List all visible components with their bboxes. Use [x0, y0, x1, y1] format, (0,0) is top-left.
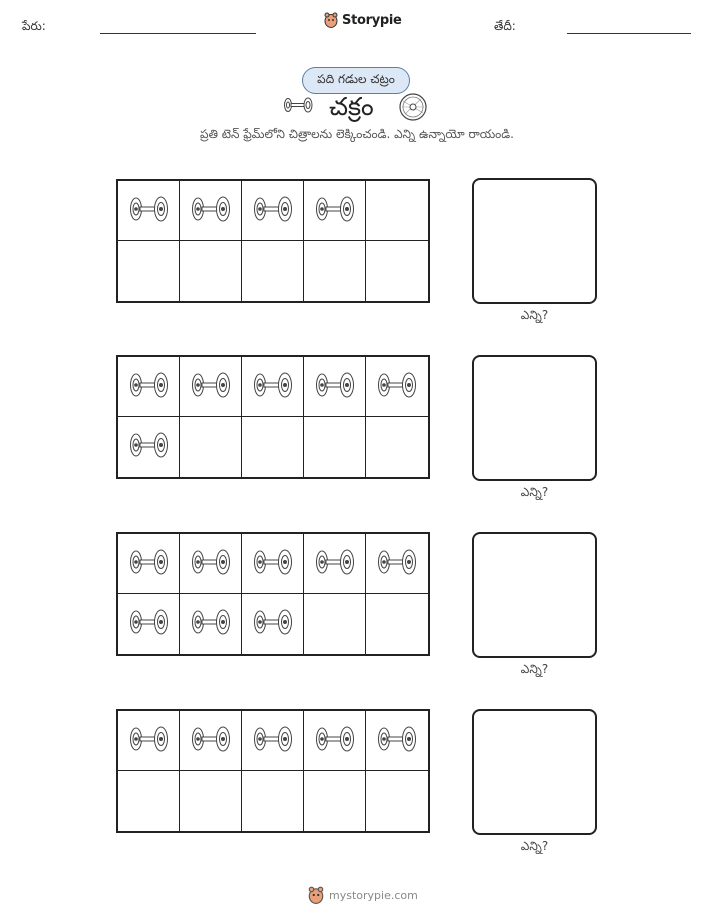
frame-cell: [242, 181, 304, 241]
wheel-axle-icon: [191, 726, 231, 756]
wheel-axle-icon: [253, 196, 293, 226]
wheel-axle-icon: [129, 372, 169, 402]
frame-cell: [366, 711, 428, 771]
frame-cell: [180, 771, 242, 831]
frame-cell: [304, 241, 366, 301]
frame-cell: [304, 417, 366, 477]
answer-box-1[interactable]: [472, 178, 597, 304]
frame-cell: [118, 594, 180, 654]
wheel-axle-icon: [129, 726, 169, 756]
pie-mascot-icon: [308, 886, 324, 904]
frame-cell: [180, 711, 242, 771]
wheel-axle-icon: [377, 372, 417, 402]
ten-frame-2: [116, 355, 430, 479]
frame-cell: [180, 594, 242, 654]
wheel-axle-icon: [284, 97, 314, 113]
wheel-axle-icon: [129, 609, 169, 639]
frame-cell: [366, 771, 428, 831]
frame-cell: [366, 534, 428, 594]
frame-cell: [242, 241, 304, 301]
ten-frame-3: [116, 532, 430, 656]
answer-box-2[interactable]: [472, 355, 597, 481]
name-line[interactable]: [100, 33, 256, 34]
frame-cell: [366, 357, 428, 417]
ten-frame-4: [116, 709, 430, 833]
frame-cell: [242, 534, 304, 594]
footer: [308, 886, 418, 904]
date-label: తేదీ:: [494, 19, 516, 33]
frame-cell: [242, 711, 304, 771]
wheel-axle-icon: [377, 549, 417, 579]
frame-cell: [118, 711, 180, 771]
answer-box-3[interactable]: [472, 532, 597, 658]
frame-cell: [118, 417, 180, 477]
how-many-label-3: ఎన్ని?: [520, 662, 549, 676]
worksheet-title: చక్రం: [329, 92, 374, 121]
frame-cell: [366, 241, 428, 301]
wheel-axle-icon: [315, 726, 355, 756]
answer-box-4[interactable]: [472, 709, 597, 835]
frame-cell: [304, 594, 366, 654]
wheel-axle-icon: [253, 726, 293, 756]
wheel-axle-icon: [129, 196, 169, 226]
wheel-axle-icon: [191, 196, 231, 226]
pie-mascot-icon: [324, 12, 338, 28]
frame-cell: [304, 357, 366, 417]
frame-cell: [304, 181, 366, 241]
frame-cell: [242, 417, 304, 477]
frame-cell: [304, 534, 366, 594]
frame-cell: [242, 771, 304, 831]
frame-cell: [242, 357, 304, 417]
frame-cell: [180, 417, 242, 477]
instructions: ప్రతి టెన్ ఫ్రేమ్‌లోని చిత్రాలను లెక్కించండి. ఎన్ని ఉన్నాయో రాయండి.: [200, 127, 514, 141]
wheel-axle-icon: [253, 549, 293, 579]
frame-cell: [118, 181, 180, 241]
topic-pill: పది గడుల చట్రం: [302, 67, 410, 94]
frame-cell: [366, 417, 428, 477]
wheel-axle-icon: [315, 196, 355, 226]
frame-cell: [180, 357, 242, 417]
frame-cell: [118, 771, 180, 831]
frame-cell: [242, 594, 304, 654]
frame-cell: [304, 711, 366, 771]
frame-cell: [366, 181, 428, 241]
ten-frame-1: [116, 179, 430, 303]
frame-cell: [366, 594, 428, 654]
wheel-axle-icon: [191, 549, 231, 579]
how-many-label-2: ఎన్ని?: [520, 485, 549, 499]
date-line[interactable]: [567, 33, 691, 34]
wheel-axle-icon: [129, 549, 169, 579]
how-many-label-1: ఎన్ని?: [520, 308, 549, 322]
wheel-axle-icon: [191, 609, 231, 639]
wheel-axle-icon: [377, 726, 417, 756]
name-label: పేరు:: [22, 19, 46, 33]
frame-cell: [180, 241, 242, 301]
footer-site: mystorypie.com: [329, 888, 418, 902]
wheel-axle-icon: [253, 609, 293, 639]
frame-cell: [118, 357, 180, 417]
wheel-axle-icon: [129, 432, 169, 462]
wheel-axle-icon: [191, 372, 231, 402]
frame-cell: [180, 181, 242, 241]
wheel-axle-icon: [315, 549, 355, 579]
frame-cell: [304, 771, 366, 831]
wheel-icon: [399, 93, 427, 121]
wheel-axle-icon: [315, 372, 355, 402]
how-many-label-4: ఎన్ని?: [520, 839, 549, 853]
brand-name: Storypie: [342, 12, 402, 28]
frame-cell: [118, 241, 180, 301]
wheel-axle-icon: [253, 372, 293, 402]
frame-cell: [180, 534, 242, 594]
brand-logo: [324, 12, 402, 28]
frame-cell: [118, 534, 180, 594]
